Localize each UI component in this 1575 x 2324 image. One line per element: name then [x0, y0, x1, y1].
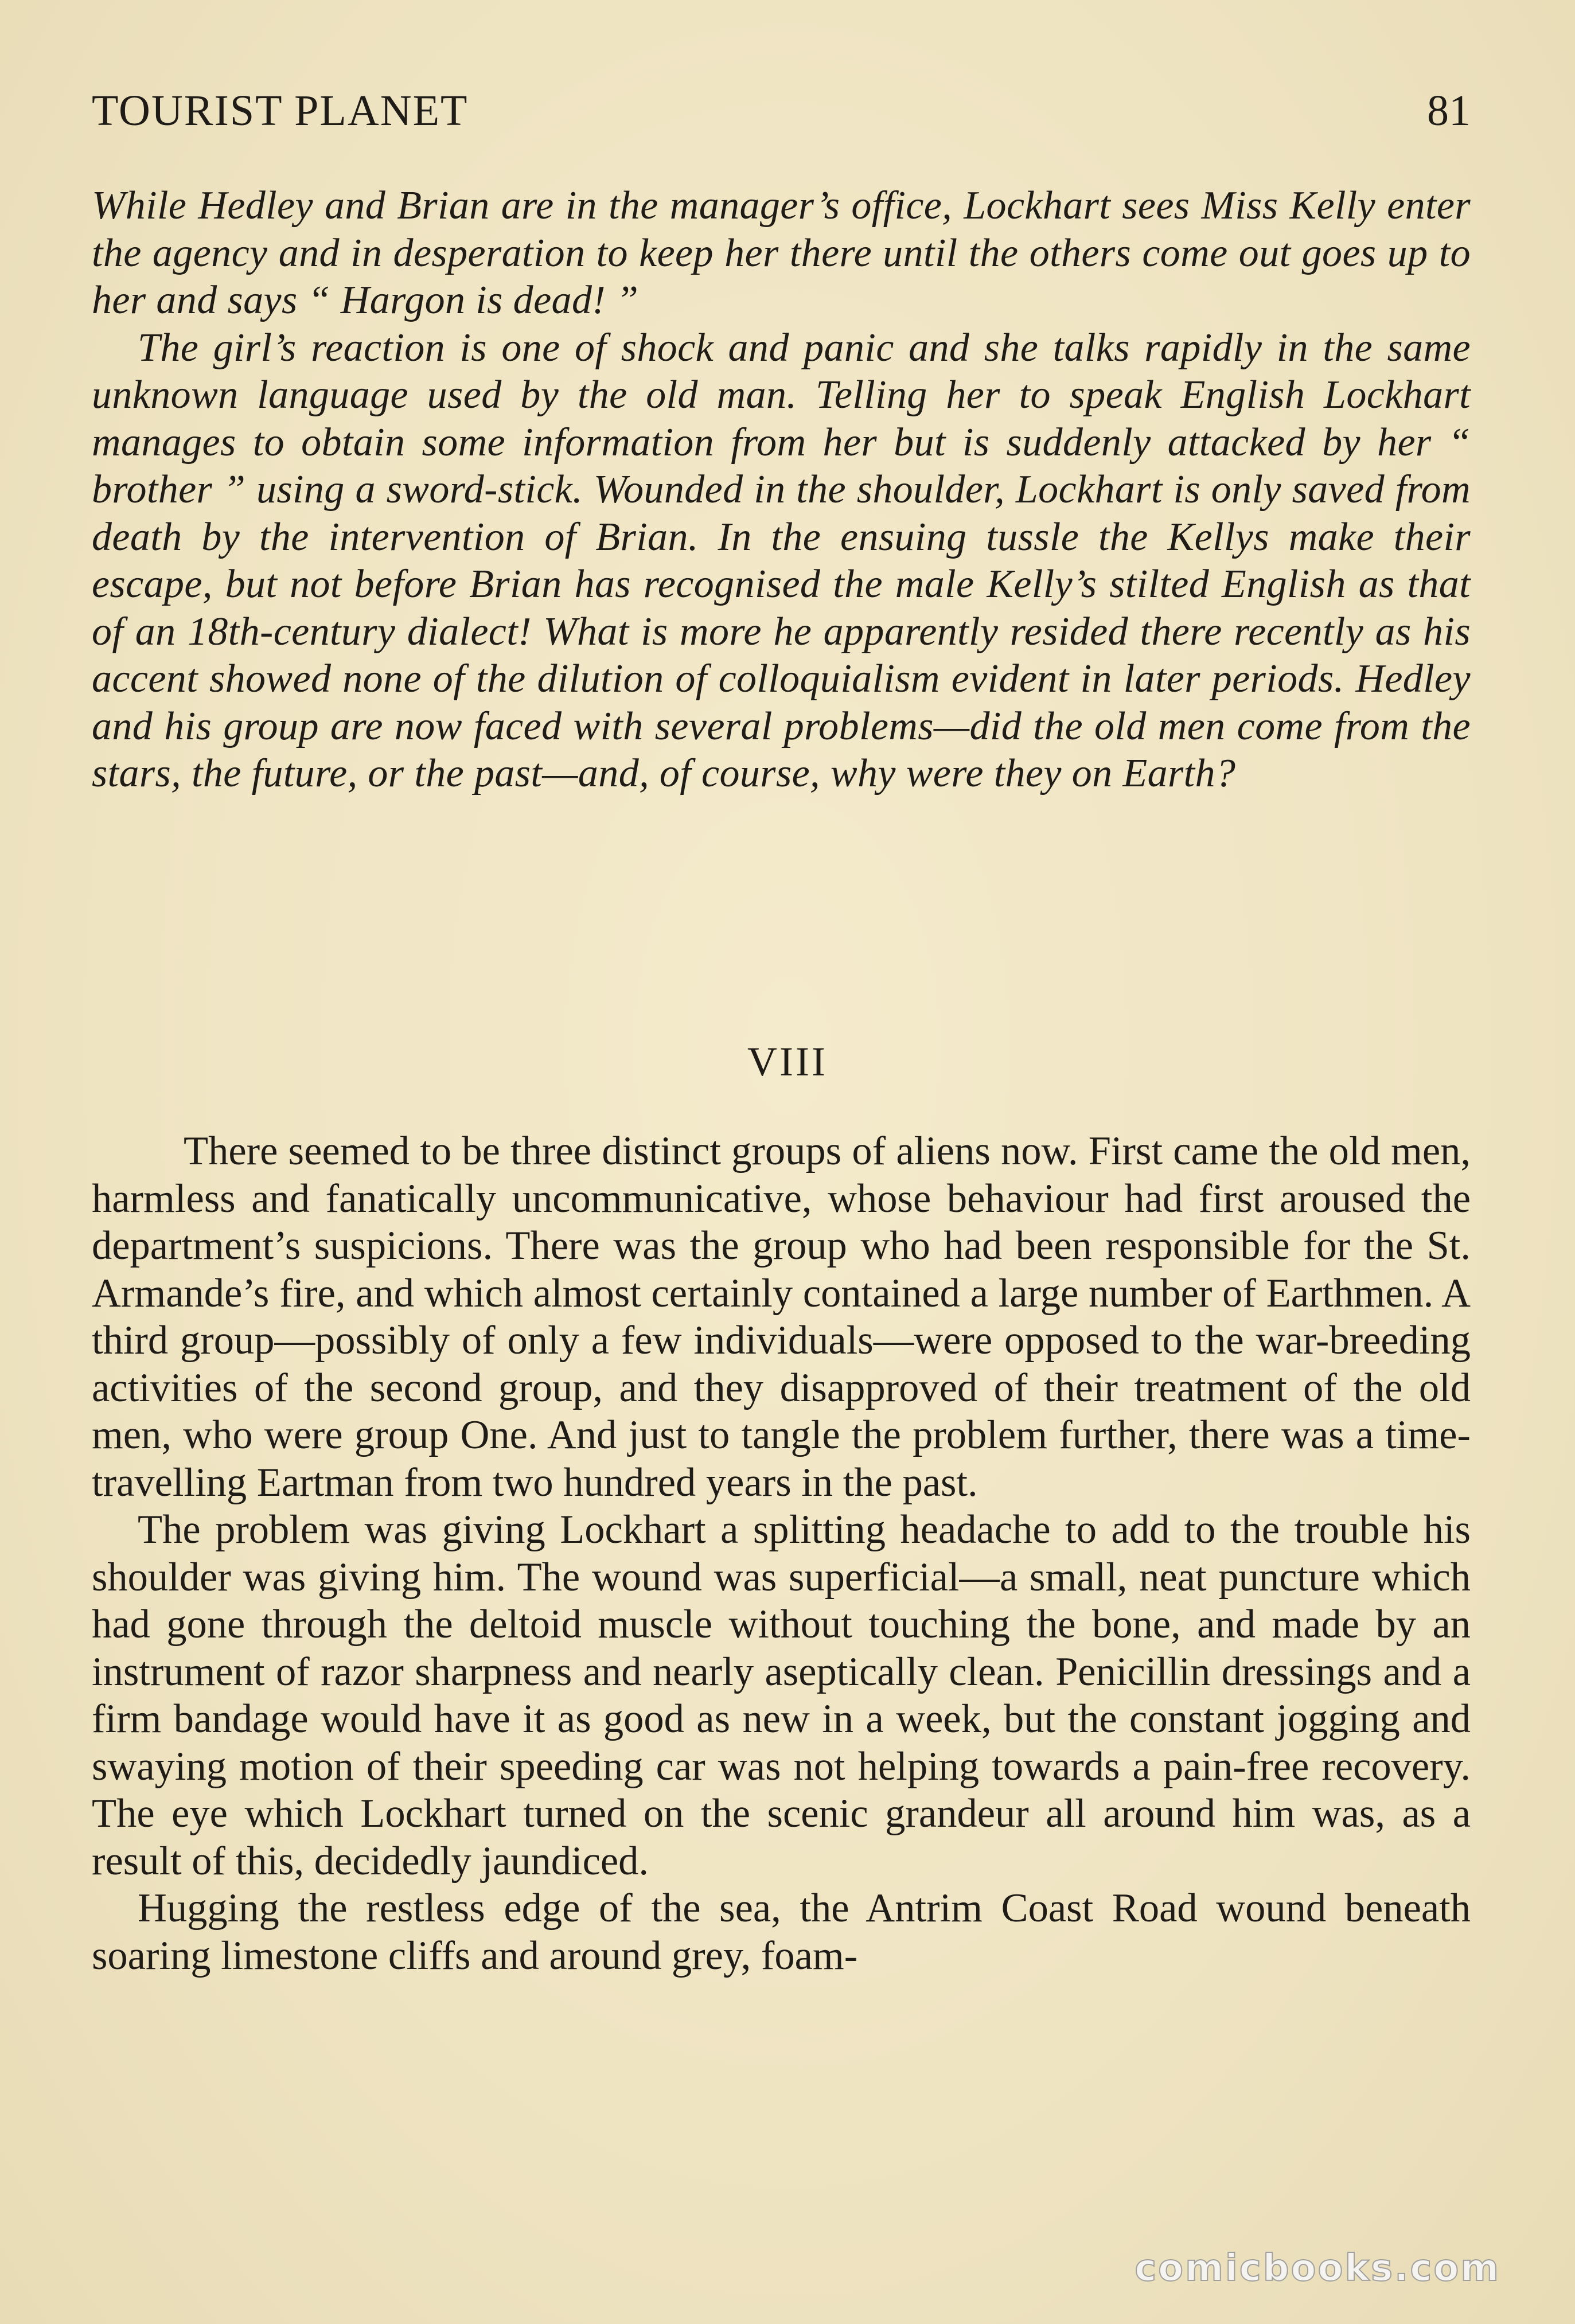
synopsis-block	[92, 182, 1471, 798]
body-paragraph-3: Hugging the restless edge of the sea, the Antrim Coast Road wound beneath soaring limestone cliffs and around grey, foam-	[92, 1886, 1471, 1978]
body-paragraph-2: The problem was giving Lockhart a splitting headache to add to the trouble his shoulder was giving him. The wound was superficial—a small, neat puncture which had gone through the deltoid muscle without touching the bone, and made by an instrument of razor sharpness and nearly aseptically clean. Penicillin dressings and a firm bandage would have it as good as new in a week, but the constant jogging and swaying motion of their speeding car was not helping towards a pain-free recovery. The eye which Lockhart turned on the scenic grandeur all around him was, as a result of this, decidedly jaundiced.	[92, 1507, 1471, 1884]
running-head: TOURIST PLANET	[92, 87, 469, 135]
page-number: 81	[1427, 87, 1471, 135]
page-header	[92, 86, 1471, 149]
body-paragraph-1: There seemed to be three distinct groups of aliens now. First came the old men, harmless and fanatically uncommunicative, whose behaviour had first aroused the department’s suspicions. There was the group who had been responsible for the St. Armande’s fire, and which almost certainly contained a large number of Earthmen. A third group—possibly of only a few individuals—were opposed to the war-breeding activities of the second group, and they disapproved of their treatment of the old men, who were group One. And just to tangle the problem further, there was a time-travelling Eartman from two hundred years in the past.	[92, 1129, 1471, 1505]
synopsis-paragraph-2: The girl’s reaction is one of shock and panic and she talks rapidly in the same unknown language used by the old man. Telling her to speak English Lockhart manages to obtain some information from her but is suddenly attacked by her “ brother ” using a sword-stick. Wounded in the shoulder, Lockhart is only saved from death by the intervention of Brian. In the ensuing tussle the Kellys make their escape, but not before Brian has recognised the male Kelly’s stilted English as that of an 18th-century dialect! What is more he apparently resided there recently as his accent showed none of the dilution of colloquialism evident in later periods. Hedley and his group are now faced with several problems—did the old men come from the stars, the future, or the past—and, of course, why were they on Earth?	[92, 325, 1471, 796]
body-text-block	[92, 1128, 1471, 1979]
watermark-logo: comicbooks.com	[1135, 2247, 1500, 2290]
chapter-heading: VIII	[747, 1039, 828, 1085]
synopsis-paragraph-1: While Hedley and Brian are in the manager’s office, Lockhart sees Miss Kelly enter the agency and in desperation to keep her there until the others come out goes up to her and says “ Hargon is dead! ”	[92, 184, 1471, 322]
